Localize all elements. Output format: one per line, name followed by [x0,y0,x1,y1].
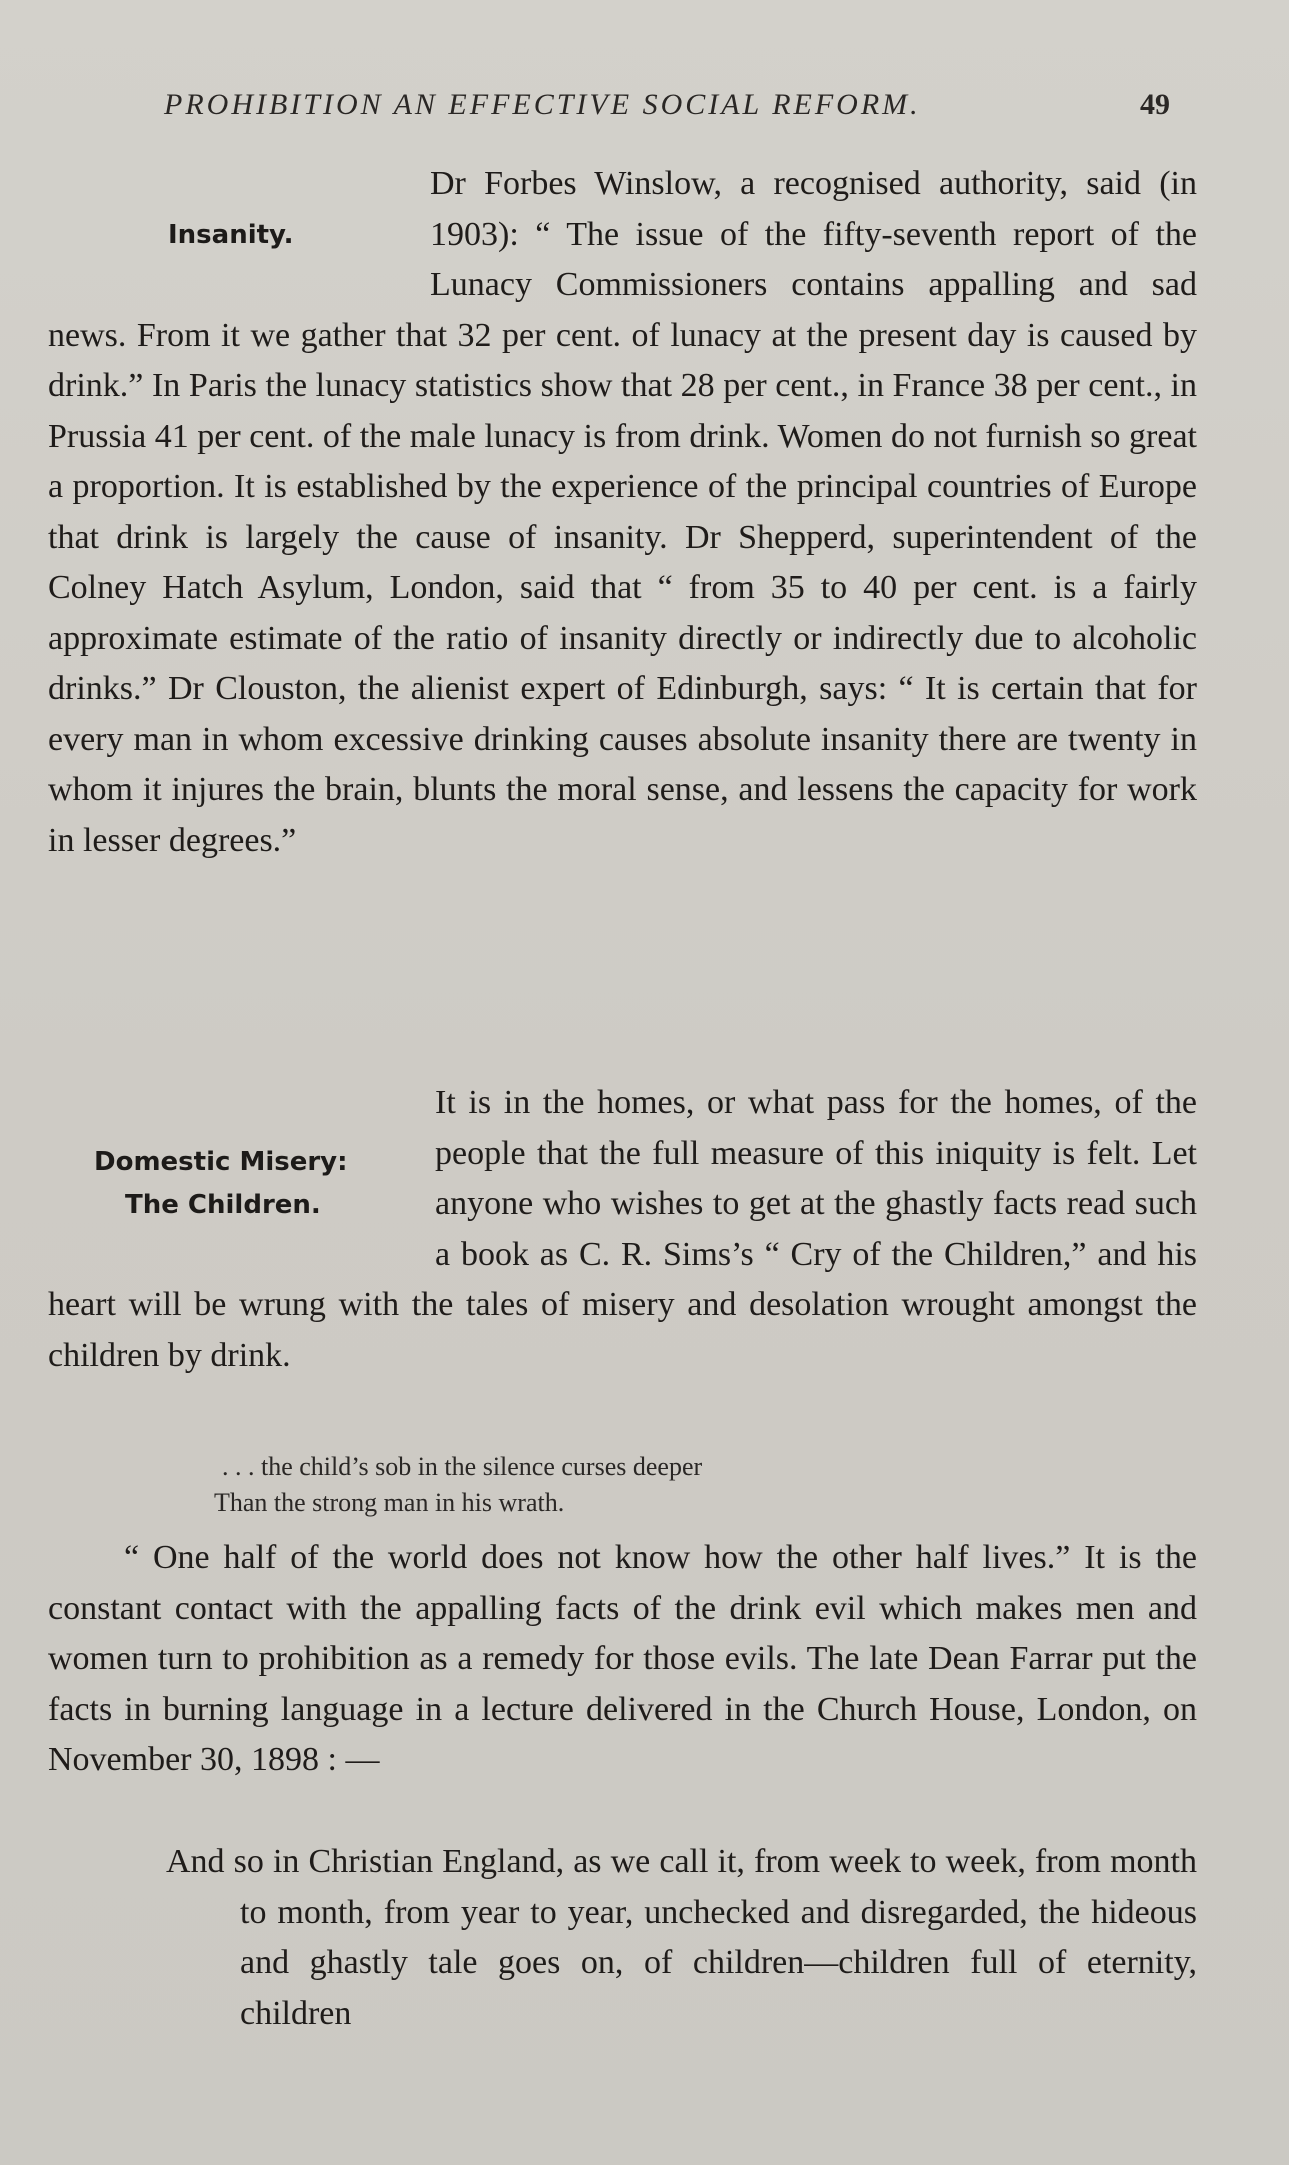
page-number: 49 [1140,88,1170,121]
sidenote-domestic-misery: Domestic Misery: [94,1147,348,1177]
verse-line-1: . . . the child’s sob in the silence curses deeper [222,1452,703,1481]
paragraph-domestic-misery [48,1078,1197,1381]
paragraph-insanity-text: Dr Forbes Winslow, a recognised authority, said (in 1903): “ The issue of the fifty-seventh report of the Lunacy Commissioners contains appalling and sad news. From it we gather that 32 per cent. of lunacy at the present day is caused by drink.” In Paris the lunacy statistics show that 28 per cent., in France 38 per cent., in Prussia 41 per cent. of the male lunacy is from drink. Women do not furnish so great a proportion. It is established by the experience of the principal countries of Europe that drink is largely the cause of insanity. Dr Shepperd, superintendent of the Colney Hatch Asylum, London, said that “ from 35 to 40 per cent. is a fairly approximate estimate of the ratio of insanity directly or indirectly due to alcoholic drinks.” Dr Clouston, the alienist expert of Edinburgh, says: “ It is certain that for every man in whom excessive drinking causes absolute insanity there are twenty in whom it injures the brain, blunts the moral sense, and lessens the capacity for work in lesser degrees.” [48,165,1197,859]
farrar-quotation: And so in Christian England, as we call it, from week to week, from month to month, from year to year, unchecked and disregarded, the hideous and ghastly tale goes on, of children—children full of eternity, children [166,1843,1197,2032]
sidenote-insanity: Insanity. [168,220,294,250]
sidenote-spacer [48,1078,435,1280]
paragraph-one-half: “ One half of the world does not know how the other half lives.” It is the constant contact with the appalling facts of the drink evil which makes men and women turn to prohibition as a remedy for those evils. The late Dean Farrar put the facts in burning language in a lecture delivered in the Church House, London, on November 30, 1898 : — [48,1539,1197,1778]
paragraph-domestic-misery-text: It is in the homes, or what pass for the homes, of the people that the full measure of this iniquity is felt. Let anyone who wishes to get at the ghastly facts read such a book as C. R. Sims’s “ Cry of the Children,” and his heart will be wrung with the tales of misery and desolation wrought amongst the children by drink. [48,1084,1197,1374]
verse-line-2: Than the strong man in his wrath. [214,1488,565,1517]
running-title: PROHIBITION AN EFFECTIVE SOCIAL REFORM. [164,88,921,121]
sidenote-spacer [48,159,430,310]
paragraph-insanity [48,159,1197,866]
sidenote-the-children: The Children. [125,1190,321,1220]
